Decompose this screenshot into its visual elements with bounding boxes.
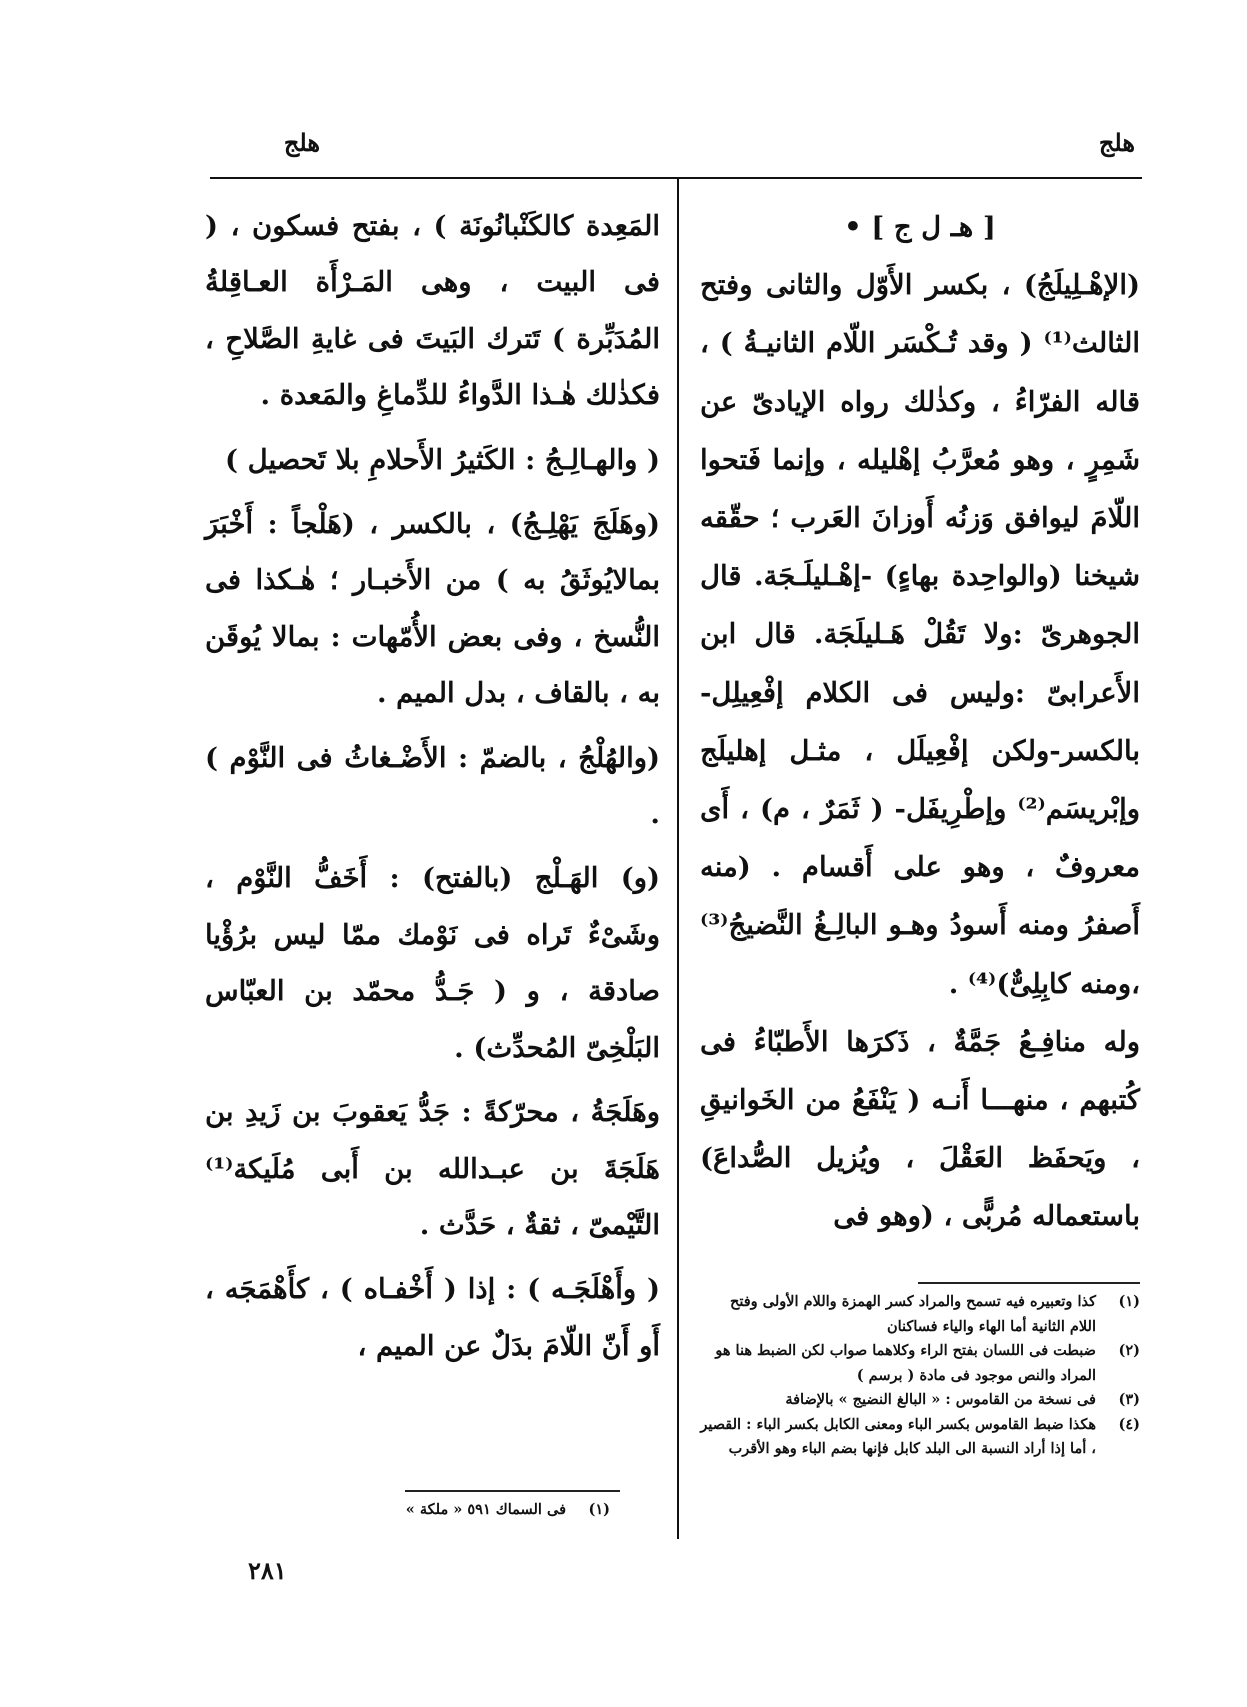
footnote-text: فى نسخة من القاموس : « البالغ النضيج » بالإضافة <box>785 1391 1096 1408</box>
running-header-left: هلج <box>283 128 320 157</box>
paragraph: ( والهـالِـجُ : الكَثيرُ الأَحلامِ بلا تَحصيل ) <box>225 443 660 476</box>
footnote-number: (٢) <box>1118 1342 1140 1359</box>
paragraph: (والهُلْجُ ، بالضمّ : الأَضْـغاثُ فى النَّوْم ) . <box>205 741 660 831</box>
column-divider <box>677 179 679 1539</box>
footnote-text: كذا وتعبيره فيه تسمح والمراد كسر الهمزة واللام الأولى وفتح اللام الثانية أما الهاء والياء فساكنان <box>730 1293 1096 1335</box>
footnote <box>700 1290 1140 1339</box>
footnote <box>360 1498 610 1523</box>
right-column <box>700 198 1140 1246</box>
running-header-right: هلج <box>1098 128 1135 157</box>
footnote-number: (١) <box>1118 1293 1140 1310</box>
paragraph: وله منافِـعُ جَمَّةٌ ، ذَكرَها الأَطبّاءُ فى كُتبهم ، منهـــا أَنـه ( يَنْفَعُ من الخَوانيقِ ، ويَحفَظ العَقْلَ ، ويُزيل الصُّداعَ) باستعماله مُربًّى ، (وهو فى <box>700 1025 1140 1233</box>
footnote-text: فى السماك ٥٩١ « ملكة » <box>405 1501 566 1518</box>
paragraph: ( وأَهْلَجَـه ) : إذا ( أَخْفـاه ) ، كأَهْمَجَه ، أَو أَنّ اللّامَ بدَلٌ عن الميم ، <box>205 1273 660 1362</box>
footnote <box>700 1339 1140 1388</box>
header-rule <box>210 177 1142 179</box>
paragraph: (وهَلَجَ يَهْلِـجُ) ، بالكسر ، (هَلْجاً : أَخْبَرَ بمالايُوثَقُ به ) من الأَخبـار ؛ هٰـكذا فى النُّسخ ، وفى بعض الأُمّهات : بمالا يُوقَن به ، بالقاف ، بدل الميم . <box>205 508 660 710</box>
footnote-number: (١) <box>588 1501 610 1518</box>
footnote-text: هكذا ضبط القاموس بكسر الباء ومعنى الكابل بكسر الباء : القصير ، أما إذا أراد النسبة الى البلد كابل فإنها بضم الباء وهو الأقرب <box>700 1415 1096 1457</box>
footnotes-right <box>700 1290 1140 1462</box>
footnotes-left <box>360 1498 610 1523</box>
footnote-text: ضبطت فى اللسان بفتح الراء وكلاهما صواب لكن الضبط هنا هو المراد والنص موجود فى مادة ( برسم ) <box>715 1342 1096 1384</box>
footnote-rule-left <box>405 1490 620 1492</box>
paragraph: (الإهْـلِيلَجُ) ، بكسر الأَوّل والثانى وفتح الثالث⁽¹⁾ ( وقد تُـكْسَر اللّام الثانيـةُ ) ، قاله الفرّاءُ ، وكذٰلك رواه الإيادىّ عن شَمِرٍ ، وهو مُعرَّبُ إهْليله ، وإنما فَتحوا اللّامَ ليوافق وَزنُه أَوزانَ العَرب ؛ حقّقه شيخنا (والواحِدة بهاءٍ) -إهْـليلَـجَة. قال الجوهرىّ :ولا تَقُلْ هَـليلَجَة. قال ابن الأَعرابىّ :وليس فى الكلام إفْعِيلِل-بالكسر-ولكن إفْعِيلَل ، مثـل إهليلَج وإبْريسَم⁽²⁾ وإطْرِيفَل- ( ثَمَرٌ ، م) ، أَى معروفٌ ، وهو على أَقسام . (منه أَصفرُ ومنه أَسودُ وهـو البالِـغُ النَّضيجُ⁽³⁾ ،ومنه كابِلِىٌّ)⁽⁴⁾ . <box>700 269 1140 1000</box>
paragraph: (و) الهَـلْج (بالفتح) : أَخَفُّ النَّوْم ، وشَىْءٌ تَراه فى نَوْمك ممّا ليس برُؤْيا صادقة ، و ( جَـدُّ محمّد بن العبّاس البَلْخِىّ المُحدِّث) . <box>205 862 660 1064</box>
page-number: ٢٨١ <box>248 1556 287 1585</box>
footnote <box>700 1413 1140 1462</box>
paragraph: وهَلَجَةُ ، محرّكةً : جَدُّ يَعقوبَ بن زَيدِ بن هَلَجَةَ بن عبـدالله بن أَبى مُلَيكة⁽¹⁾ التَّيْمىّ ، ثقةٌ ، حَدَّث . <box>205 1096 660 1241</box>
footnote-rule-right <box>918 1282 1140 1284</box>
footnote <box>700 1388 1140 1413</box>
footnote-number: (٤) <box>1118 1415 1140 1433</box>
left-column <box>205 198 660 1374</box>
entry-heading: [ هـ ل ج ] • <box>844 211 996 243</box>
footnote-number: (٣) <box>1118 1391 1140 1408</box>
paragraph: المَعِدة كالكَنْبانُونَة ) ، بفتح فسكون ، ( فى البيت ، وهى المَـرْأَة العـاقِلةُ المُدَبِّرة ) تَترك البَيتَ فى غايةِ الصَّلاحِ ، فكذٰلك هٰـذا الدَّواءُ للدِّماغِ والمَعدة . <box>205 210 660 412</box>
